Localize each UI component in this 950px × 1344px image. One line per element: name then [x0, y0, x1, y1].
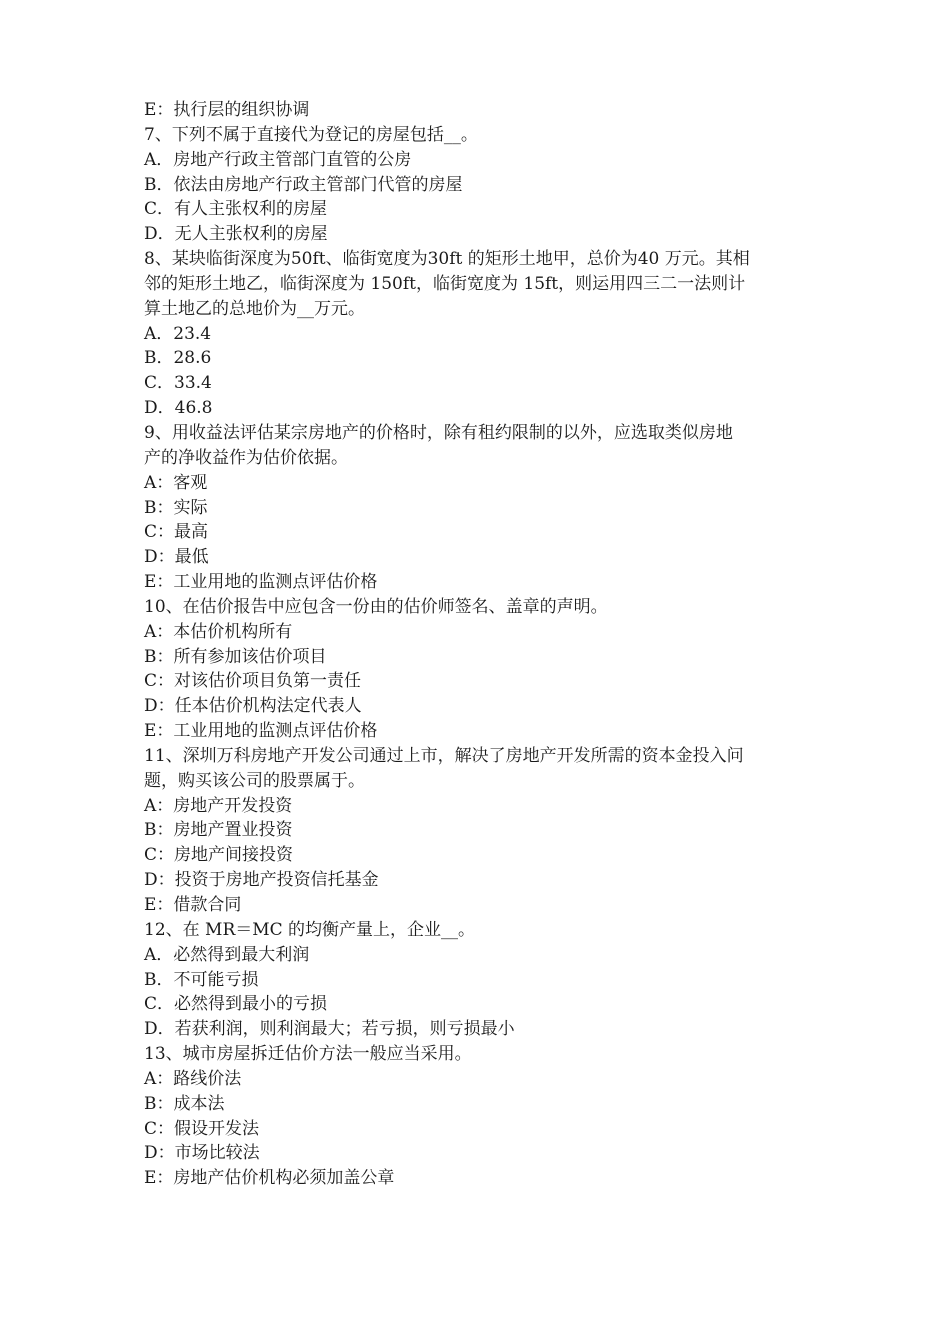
option-line: C．有人主张权利的房屋	[144, 199, 328, 220]
option-line: C：假设开发法	[144, 1118, 260, 1139]
question-11-line-1: 11、深圳万科房地产开发公司通过上市，解决了房地产开发所需的资本金投入问	[144, 745, 744, 766]
question-8-line-3: 算土地乙的总地价为__万元。	[144, 298, 365, 319]
option-line: A．必然得到最大利润	[144, 944, 310, 965]
question-11-line-2: 题，购买该公司的股票属于。	[144, 770, 365, 791]
question-13: 13、城市房屋拆迁估价方法一般应当采用。	[144, 1044, 472, 1065]
question-8-line-2: 邻的矩形土地乙，临街深度为 150ft，临街宽度为 15ft，则运用四三二一法则计	[144, 273, 746, 294]
question-8-line-1: 8、某块临街深度为50ft、临街宽度为30ft 的矩形土地甲，总价为40 万元。其相	[144, 249, 750, 270]
option-line: D：投资于房地产投资信托基金	[144, 870, 379, 891]
option-line: C：房地产间接投资	[144, 845, 294, 866]
option-line: C．必然得到最小的亏损	[144, 994, 328, 1015]
option-line: D：最低	[144, 547, 209, 568]
option-line: D．46.8	[144, 398, 213, 419]
option-line: C．33.4	[144, 373, 212, 394]
option-line: B：实际	[144, 497, 208, 518]
option-line: A．房地产行政主管部门直管的公房	[144, 149, 412, 170]
question-9-line-2: 产的净收益作为估价依据。	[144, 447, 348, 468]
option-line: D：市场比较法	[144, 1143, 260, 1164]
option-line: E：工业用地的监测点评估价格	[144, 721, 378, 742]
document-body	[144, 98, 812, 1191]
option-line: B：房地产置业投资	[144, 820, 293, 841]
option-line: E：执行层的组织协调	[144, 100, 310, 120]
option-line: B．不可能亏损	[144, 969, 259, 990]
option-line: A：房地产开发投资	[144, 795, 293, 816]
option-line: A．23.4	[144, 323, 212, 344]
option-line: E：房地产估价机构必须加盖公章	[144, 1168, 395, 1189]
option-line: D．若获利润，则利润最大；若亏损，则亏损最小	[144, 1019, 515, 1040]
question-9-line-1: 9、用收益法评估某宗房地产的价格时，除有租约限制的以外，应选取类似房地	[144, 422, 733, 443]
question-7: 7、下列不属于直接代为登记的房屋包括__。	[144, 124, 478, 145]
option-line: A：路线价法	[144, 1068, 242, 1089]
question-10: 10、在估价报告中应包含一份由的估价师签名、盖章的声明。	[144, 596, 608, 617]
option-line: E：工业用地的监测点评估价格	[144, 572, 378, 593]
option-line: B．28.6	[144, 348, 212, 369]
option-line: B．依法由房地产行政主管部门代管的房屋	[144, 174, 463, 195]
question-12: 12、在 MR＝MC 的均衡产量上，企业__。	[144, 919, 476, 940]
option-line: B：所有参加该估价项目	[144, 646, 327, 667]
option-line: D：任本估价机构法定代表人	[144, 696, 362, 717]
option-line: B：成本法	[144, 1093, 225, 1114]
option-line: C：对该估价项目负第一责任	[144, 671, 362, 692]
option-line: C：最高	[144, 522, 209, 543]
option-line: D．无人主张权利的房屋	[144, 224, 328, 245]
option-line: E：借款合同	[144, 895, 242, 915]
option-line: A：本估价机构所有	[144, 621, 293, 642]
option-line: A：客观	[144, 472, 208, 493]
